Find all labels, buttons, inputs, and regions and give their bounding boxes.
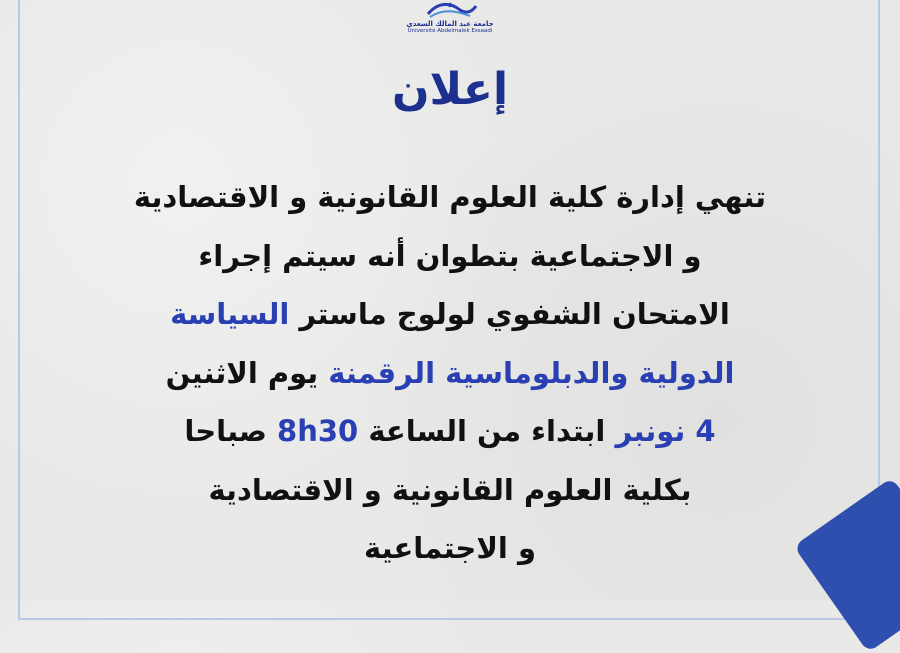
university-emblem-icon [420,0,480,20]
announcement-line-2: و الاجتماعية بتطوان أنه سيتم إجراء [198,238,702,273]
announcement-text: يوم الاثنين [165,355,329,390]
university-logo [375,0,525,38]
announcement-line-3 [100,285,800,344]
announcement-body [100,168,800,578]
announcement-text: ابتداء من الساعة [358,414,616,448]
exam-time-highlight: 8h30 [277,414,359,448]
announcement-text: الامتحان الشفوي لولوج ماستر [289,297,730,331]
announcement-line-1: تنهي إدارة كلية العلوم القانونية و الاقتصادية [133,180,767,214]
exam-date-highlight: 4 نونبر [615,414,716,448]
announcement-line-5 [100,402,800,461]
announcement-line-6: بكلية العلوم القانونية و الاقتصادية [208,472,692,507]
program-name-highlight: الدولية والدبلوماسية الرقمنة [328,355,735,390]
page-title: إعلان [391,64,509,115]
announcement-text: صباحا [184,414,278,448]
logo-arabic-name: جامعة عبد المالك السعدي [406,20,494,28]
program-name-highlight: السياسة [170,297,290,331]
announcement-line-4 [100,344,800,403]
announcement-line-7: و الاجتماعية [364,531,536,565]
logo-french-name: Université Abdelmalek Essaadi [407,28,493,34]
